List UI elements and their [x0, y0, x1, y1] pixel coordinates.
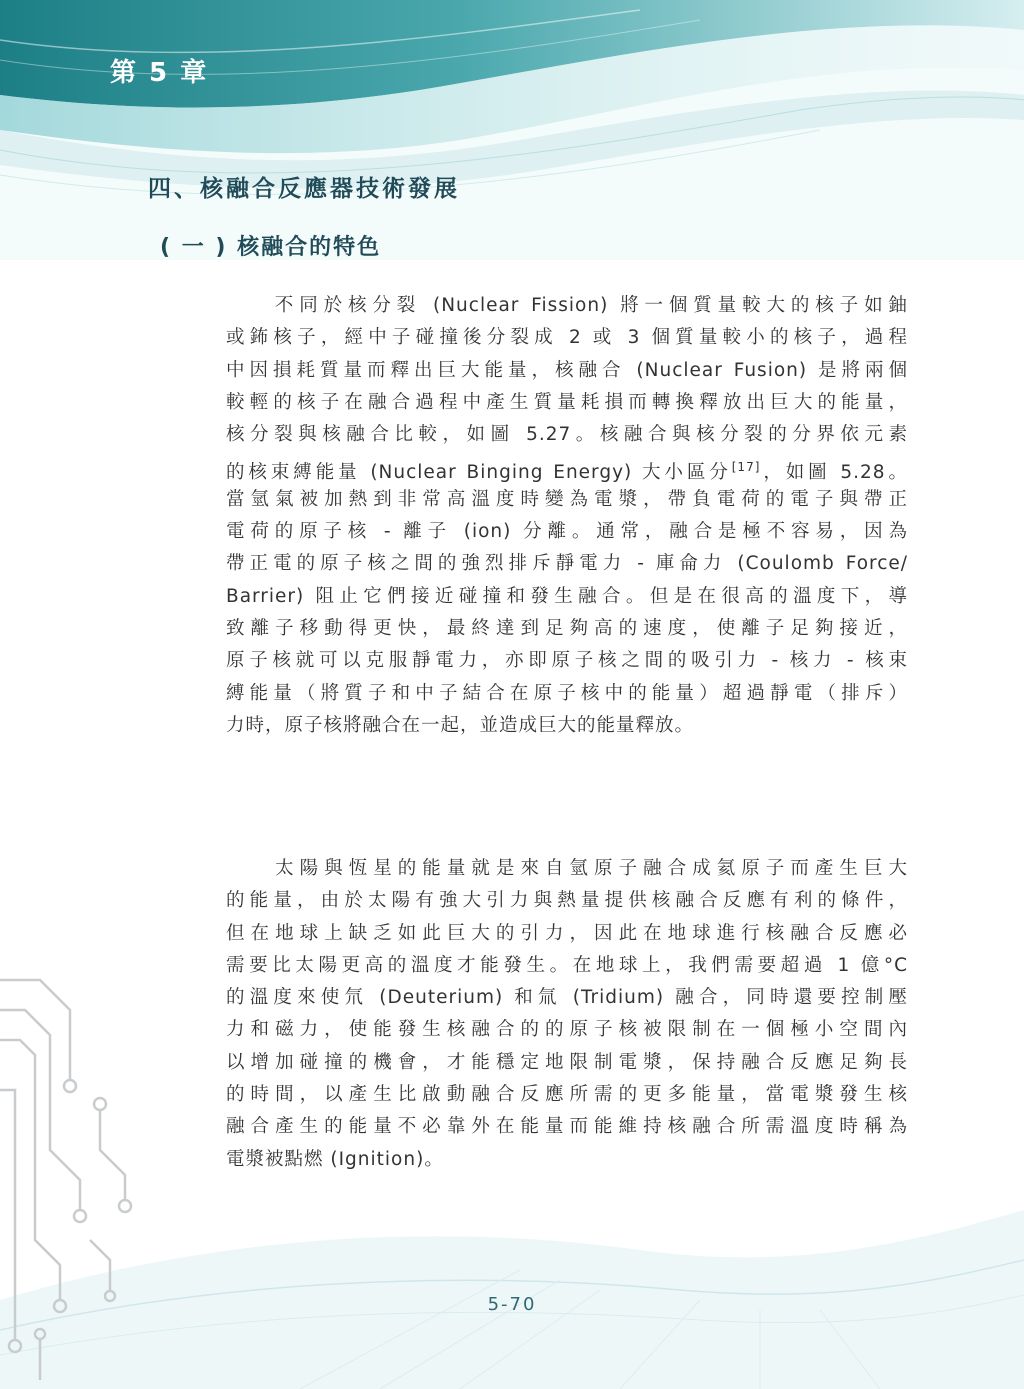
paragraph-line: 但在地球上缺乏如此巨大的引力，因此在地球進行核融合反應必 [226, 922, 908, 944]
paragraph-line: 的溫度來使氘 (Deuterium) 和氚 (Tridium) 融合，同時還要控制壓 [226, 987, 908, 1009]
paragraph-line: Barrier) 阻止它們接近碰撞和發生融合。但是在很高的溫度下，導 [226, 585, 908, 607]
paragraph-line: 以增加碰撞的機會，才能穩定地限制電漿，保持融合反應足夠長 [226, 1051, 908, 1073]
citation-reference[interactable]: [17] [731, 460, 761, 475]
paragraph-line: 不同於核分裂 (Nuclear Fission) 將一個質量較大的核子如鈾 [226, 295, 908, 316]
paragraph-line-text: 的核束縛能量 (Nuclear Binging Energy) 大小區分 [226, 462, 732, 484]
paragraph-line: 原子核就可以克服靜電力，亦即原子核之間的吸引力 - 核力 - 核束 [226, 650, 908, 672]
circuit-decoration [0, 960, 160, 1389]
paragraph-line-with-citation [226, 451, 908, 483]
paragraph-line: 力時，原子核將融合在一起，並造成巨大的能量釋放。 [226, 714, 695, 736]
paragraph-line: 或鈽核子，經中子碰撞後分裂成 2 或 3 個質量較小的核子，過程 [226, 327, 908, 349]
paragraph-fusion-characteristics [226, 290, 908, 742]
paragraph-line: 當氫氣被加熱到非常高溫度時變為電漿，帶負電荷的電子與帶正 [226, 488, 908, 510]
chapter-label: 第 5 章 [110, 58, 209, 88]
paragraph-line: 的能量，由於太陽有強大引力與熱量提供核融合反應有利的條件， [226, 890, 908, 912]
paragraph-line: 力和磁力，使能發生核融合的的原子核被限制在一個極小空間內 [226, 1019, 908, 1041]
paragraph-line: 較輕的核子在融合過程中產生質量耗損而轉換釋放出巨大的能量， [226, 391, 908, 413]
page-number: 5-70 [487, 1294, 537, 1315]
paragraph-line: 融合產生的能量不必靠外在能量而能維持核融合所需溫度時稱為 [226, 1116, 908, 1138]
section-title: 四、核融合反應器技術發展 [148, 176, 460, 202]
subsection-title: ( 一 ) 核融合的特色 [160, 235, 382, 260]
paragraph-line: 致離子移動得更快，最終達到足夠高的速度，使離子足夠接近， [226, 617, 908, 639]
paragraph-line: 中因損耗質量而釋出巨大能量，核融合 (Nuclear Fusion) 是將兩個 [226, 359, 908, 381]
paragraph-line: 需要比太陽更高的溫度才能發生。在地球上，我們需要超過 1 億°C [226, 954, 908, 976]
paragraph-line: 縛能量（將質子和中子結合在原子核中的能量）超過靜電（排斥） [226, 682, 908, 704]
paragraph-sun-fusion [226, 853, 908, 1176]
paragraph-line: 的時間，以產生比啟動融合反應所需的更多能量，當電漿發生核 [226, 1084, 908, 1106]
paragraph-line-text: ，如圖 5.28。 [760, 462, 908, 484]
paragraph-line: 太陽與恆星的能量就是來自氫原子融合成氦原子而產生巨大 [226, 858, 908, 879]
paragraph-line: 電荷的原子核 - 離子 (ion) 分離。通常，融合是極不容易，因為 [226, 521, 908, 543]
paragraph-line: 帶正電的原子核之間的強烈排斥靜電力 - 庫侖力 (Coulomb Force/ [226, 553, 908, 575]
paragraph-line: 電漿被點燃 (Ignition)。 [226, 1148, 444, 1170]
paragraph-line: 核分裂與核融合比較，如圖 5.27。核融合與核分裂的分界依元素 [226, 424, 908, 446]
header-wave-decoration [0, 0, 1024, 260]
